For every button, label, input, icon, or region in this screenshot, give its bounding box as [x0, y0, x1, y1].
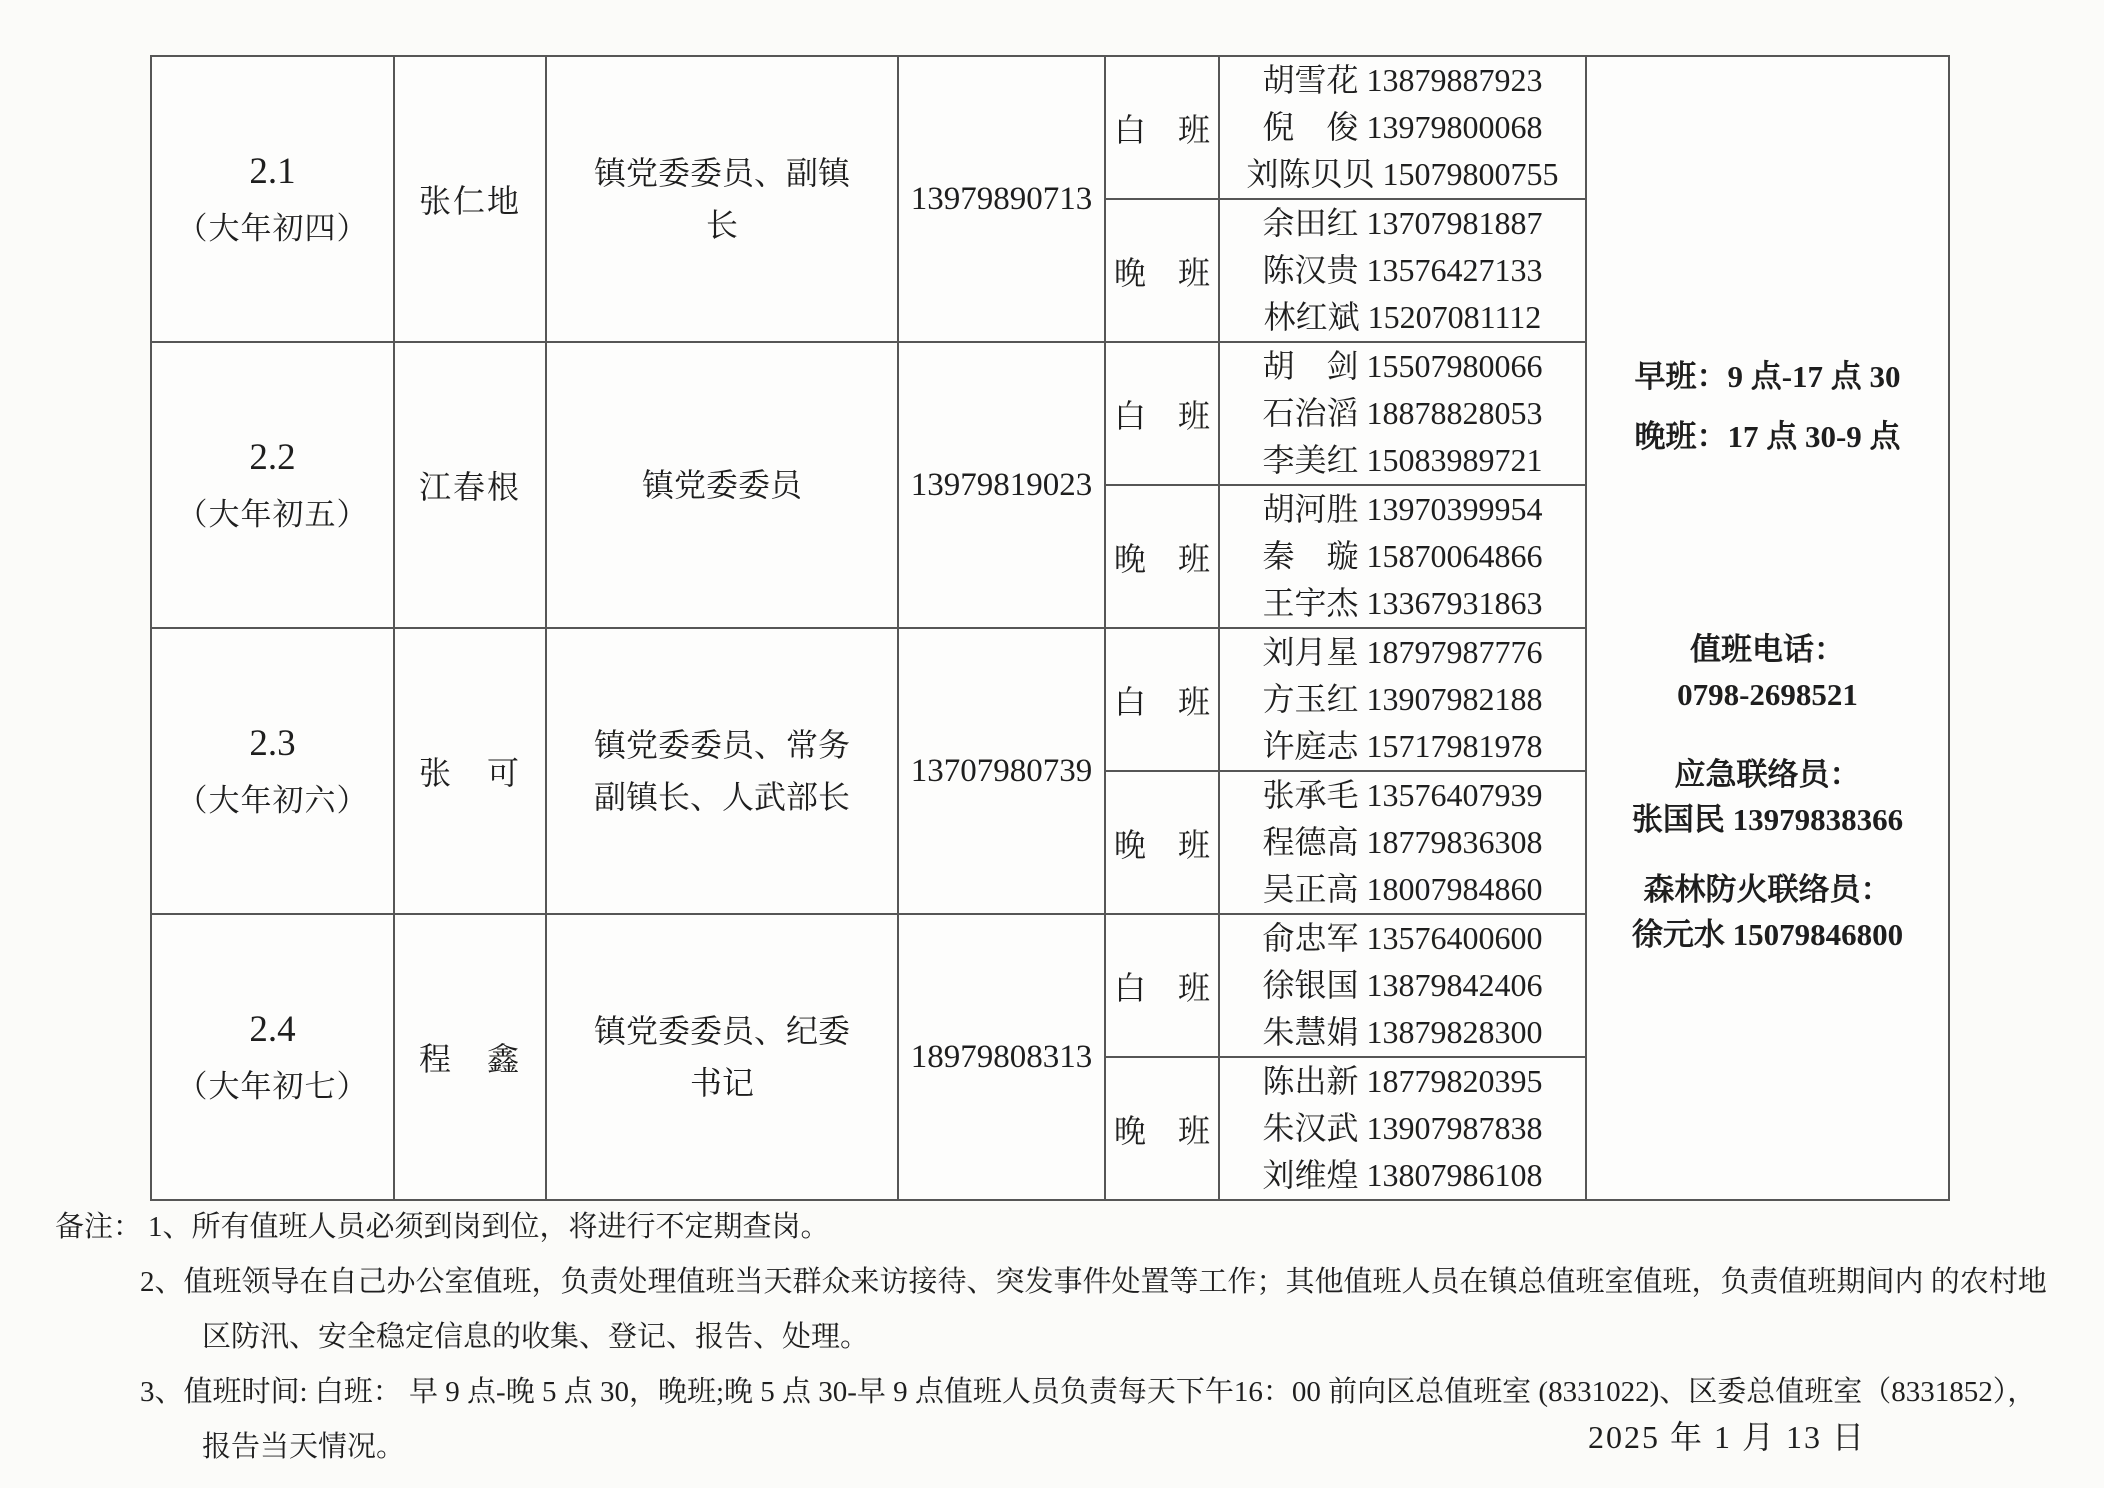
leader-phone: 18979808313 [898, 914, 1105, 1200]
date-cell [151, 342, 394, 628]
duty-phone-block [1677, 627, 1858, 717]
shift-times [1634, 347, 1900, 467]
note-item-1: 1、所有值班人员必须到岗到位，将进行不定期查岗。 [148, 1211, 830, 1243]
leader-position: 镇党委委员、常务副镇长、人武部长 [546, 628, 898, 914]
day-shift-staff-cell [1219, 914, 1586, 1057]
staff-line: 胡 剑 15507980066 [1262, 348, 1543, 384]
note-line-1 [55, 1200, 2065, 1255]
emergency-contact: 张国民 13979838366 [1631, 802, 1904, 837]
leader-phone: 13979819023 [898, 342, 1105, 628]
night-shift-staff-cell [1219, 1057, 1586, 1200]
staff-line: 林红斌 15207081112 [1263, 299, 1542, 335]
staff-line: 秦 璇 15870064866 [1262, 538, 1543, 574]
day-shift-label: 白 班 [1105, 56, 1219, 199]
date-note: （大年初七） [176, 1069, 369, 1104]
staff-line: 胡雪花 13879887923 [1262, 62, 1543, 98]
night-shift-staff-cell [1219, 199, 1586, 342]
leader-name: 张仁地 [394, 56, 546, 342]
staff-line: 许庭志 15717981978 [1262, 728, 1543, 764]
date-label: 2.3 [249, 723, 296, 764]
emergency-contact-label: 应急联络员： [1674, 757, 1861, 792]
staff-line: 张承毛 13576407939 [1262, 777, 1543, 813]
staff-line: 吴正高 18007984860 [1262, 871, 1543, 907]
staff-line: 方玉红 13907982188 [1262, 681, 1543, 717]
staff-line: 刘陈贝贝 15079800755 [1246, 156, 1559, 192]
emergency-contact-block [1632, 752, 1903, 842]
leader-name: 江春根 [394, 342, 546, 628]
night-shift-staff-cell [1219, 485, 1586, 628]
day-shift-label: 白 班 [1105, 342, 1219, 485]
date-note: （大年初六） [176, 783, 369, 818]
staff-line: 刘维煌 13807986108 [1262, 1157, 1543, 1193]
note-item-2: 2、值班领导在自己办公室值班，负责处理值班当天群众来访接待、突发事件处置等工作；其他值班人员在镇总值班室值班，负责值班期间内 的农村地区防汛、安全稳定信息的收集、登记、报告、处理。 [140, 1266, 2047, 1353]
forest-fire-contact: 徐元水 15079846800 [1631, 917, 1904, 952]
date-label: 2.2 [249, 437, 296, 478]
leader-phone: 13979890713 [898, 56, 1105, 342]
day-shift-staff-cell [1219, 628, 1586, 771]
leader-phone: 13707980739 [898, 628, 1105, 914]
day-shift-staff-cell [1219, 56, 1586, 199]
forest-fire-contact-label: 森林防火联络员： [1643, 872, 1892, 907]
date-cell [151, 628, 394, 914]
table-row [151, 56, 1949, 199]
staff-line: 程德高 18779836308 [1262, 824, 1543, 860]
staff-line: 朱慧娟 13879828300 [1262, 1014, 1543, 1050]
staff-line: 余田红 13707981887 [1262, 205, 1543, 241]
staff-line: 王宇杰 13367931863 [1262, 585, 1543, 621]
staff-line: 陈汉贵 13576427133 [1262, 252, 1543, 288]
forest-fire-contact-block [1632, 867, 1903, 957]
notes-label: 备注： [55, 1211, 143, 1243]
sidebar-info-cell [1586, 56, 1949, 1200]
morning-shift-time: 早班：9 点-17 点 30 [1634, 359, 1901, 394]
leader-name: 程 鑫 [394, 914, 546, 1200]
duty-phone-number: 0798-2698521 [1677, 677, 1858, 712]
duty-roster-table [150, 55, 1950, 1201]
night-shift-label: 晚 班 [1105, 771, 1219, 914]
leader-position: 镇党委委员、纪委书记 [546, 914, 898, 1200]
staff-line: 俞忠军 13576400600 [1262, 920, 1543, 956]
staff-line: 陈出新 18779820395 [1262, 1063, 1543, 1099]
staff-line: 刘月星 18797987776 [1262, 634, 1543, 670]
staff-line: 倪 俊 13979800068 [1262, 109, 1543, 145]
document-date: 2025 年 1 月 13 日 [1587, 1419, 1866, 1455]
duty-phone-label: 值班电话： [1689, 632, 1845, 667]
night-shift-label: 晚 班 [1105, 1057, 1219, 1200]
staff-line: 徐银国 13879842406 [1262, 967, 1543, 1003]
date-note: （大年初四） [176, 211, 369, 246]
leader-position: 镇党委委员 [546, 342, 898, 628]
staff-line: 朱汉武 13907987838 [1262, 1110, 1543, 1146]
day-shift-label: 白 班 [1105, 914, 1219, 1057]
date-label: 2.4 [249, 1009, 296, 1050]
staff-line: 石治滔 18878828053 [1262, 395, 1543, 431]
day-shift-label: 白 班 [1105, 628, 1219, 771]
staff-line: 李美红 15083989721 [1262, 442, 1543, 478]
staff-line: 胡河胜 13970399954 [1262, 491, 1543, 527]
night-shift-label: 晚 班 [1105, 199, 1219, 342]
note-item-3: 3、值班时间: 白班： 早 9 点-晚 5 点 30，晚班;晚 5 点 30-早 9 点值班人员负责每天下午16：00 前向区总值班室 (8331022)、区委总值班室（8331852），报告当天情况。 [140, 1376, 2037, 1463]
leader-name: 张 可 [394, 628, 546, 914]
date-cell [151, 56, 394, 342]
night-shift-time: 晚班：17 点 30-9 点 [1634, 419, 1901, 454]
day-shift-staff-cell [1219, 342, 1586, 485]
night-shift-label: 晚 班 [1105, 485, 1219, 628]
date-label: 2.1 [249, 151, 296, 192]
leader-position: 镇党委委员、副镇长 [546, 56, 898, 342]
date-cell [151, 914, 394, 1200]
date-note: （大年初五） [176, 497, 369, 532]
sidebar-info [1587, 57, 1948, 957]
night-shift-staff-cell [1219, 771, 1586, 914]
